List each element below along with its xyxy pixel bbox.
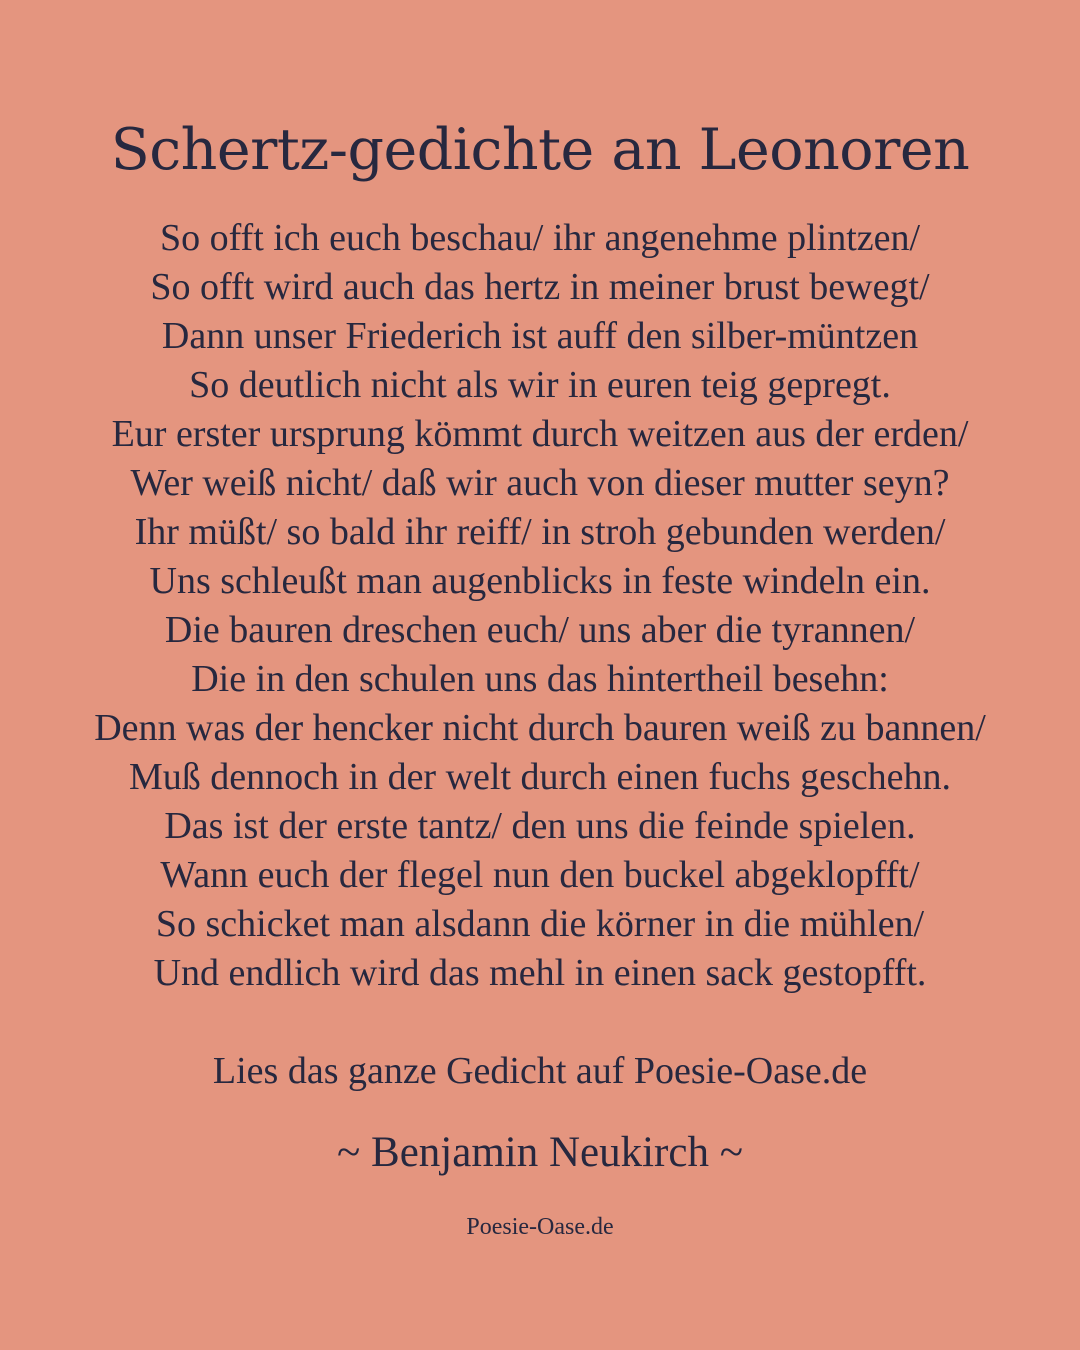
read-full-poem-text: Lies das ganze Gedicht auf Poesie-Oase.de <box>212 1050 868 1092</box>
poem-line: So deutlich nicht als wir in euren teig gepregt. <box>189 364 891 406</box>
poem-line: So offt wird auch das hertz in meiner brust bewegt/ <box>150 266 930 308</box>
poem-line: Dann unser Friederich ist auff den silber-müntzen <box>161 315 919 357</box>
poem-line: Die bauren dreschen euch/ uns aber die tyrannen/ <box>164 609 916 651</box>
poem-line: So schicket man alsdann die körner in die mühlen/ <box>155 903 925 945</box>
site-watermark: Poesie-Oase.de <box>466 1214 614 1240</box>
poem-line: Wann euch der flegel nun den buckel abgeklopfft/ <box>160 854 920 896</box>
poem-line: Und endlich wird das mehl in einen sack gestopfft. <box>153 952 927 994</box>
poem-body <box>0 214 1080 998</box>
poem-line: Eur erster ursprung kömmt durch weitzen aus der erden/ <box>111 413 969 455</box>
poem-line: So offt ich euch beschau/ ihr angenehme plintzen/ <box>159 217 921 259</box>
poem-line: Muß dennoch in der welt durch einen fuchs geschehn. <box>128 756 952 798</box>
poem-title: Schertz-gedichte an Leonoren <box>110 117 970 183</box>
poem-line: Wer weiß nicht/ daß wir auch von dieser mutter seyn? <box>130 462 950 504</box>
poem-line: Denn was der hencker nicht durch bauren weiß zu bannen/ <box>94 707 986 749</box>
poem-line: Die in den schulen uns das hintertheil besehn: <box>191 658 889 700</box>
poem-line: Uns schleußt man augenblicks in feste windeln ein. <box>149 560 931 602</box>
poem-line: Ihr müßt/ so bald ihr reiff/ in stroh gebunden werden/ <box>134 511 946 553</box>
poem-line: Das ist der erste tantz/ den uns die feinde spielen. <box>164 805 916 847</box>
author-name: ~ Benjamin Neukirch ~ <box>337 1129 743 1176</box>
